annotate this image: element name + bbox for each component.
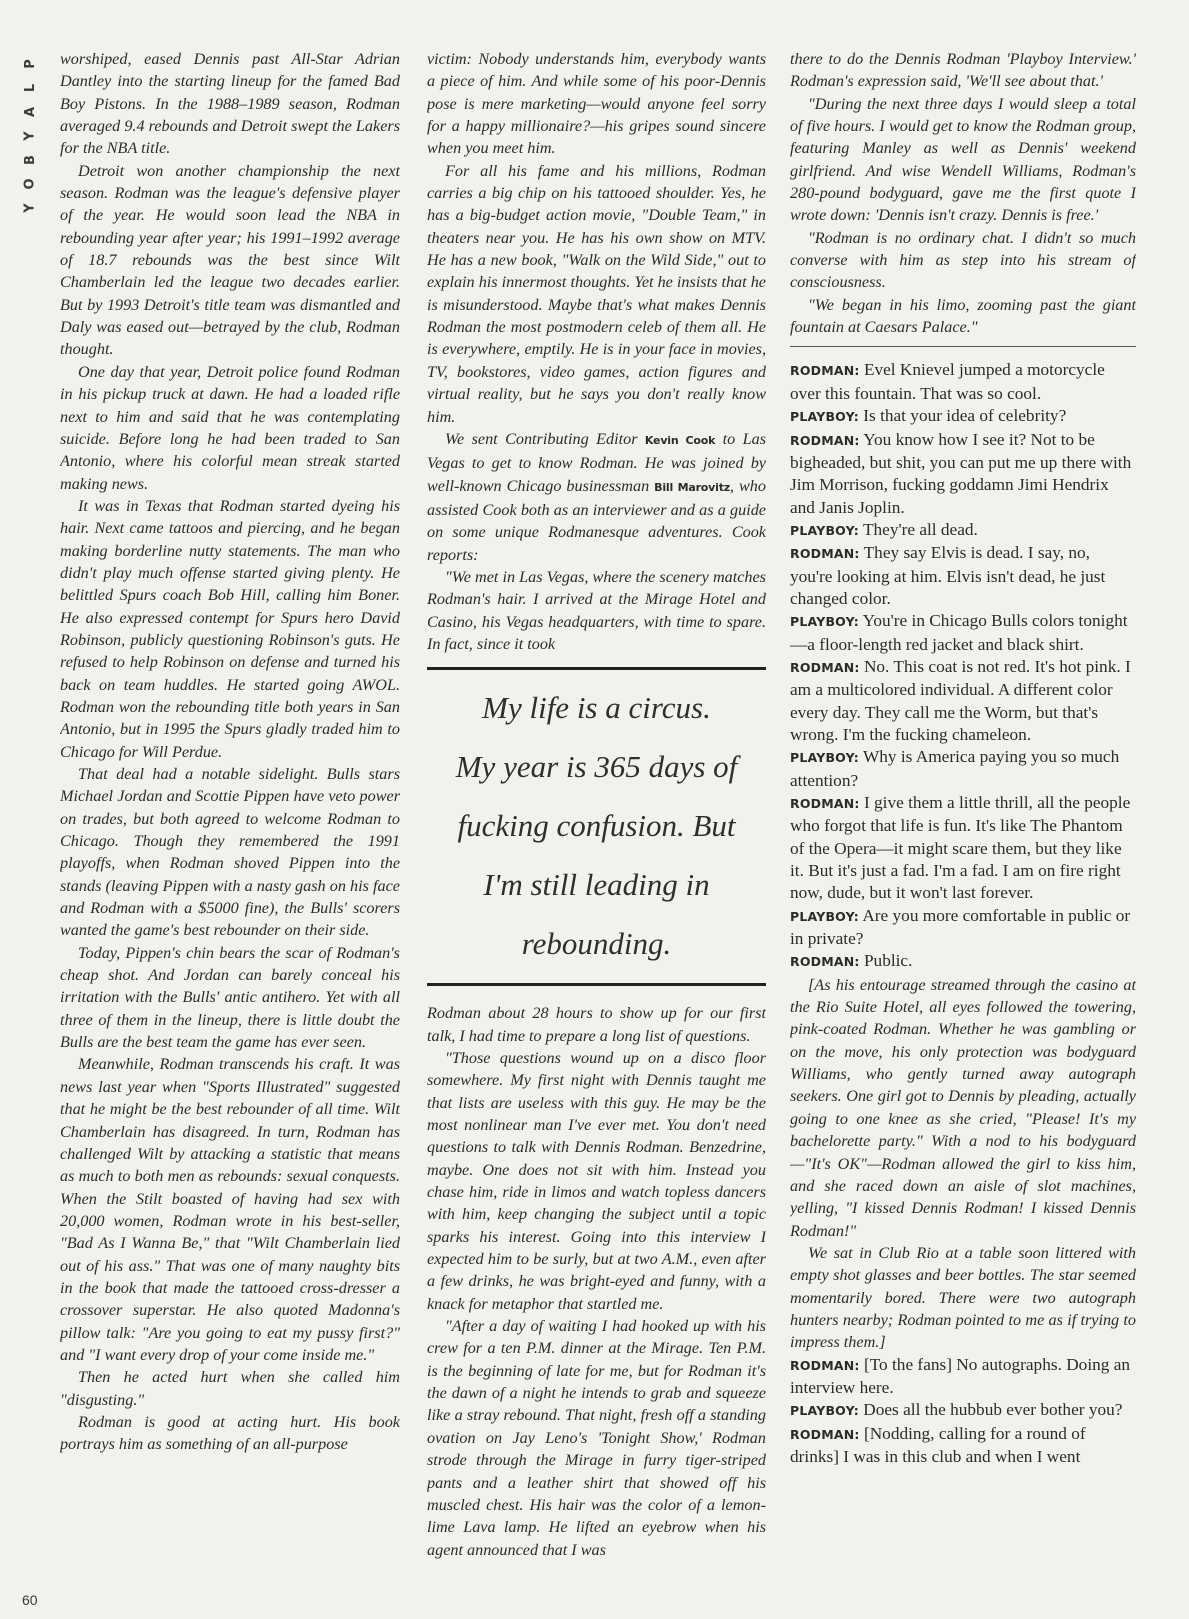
paragraph: victim: Nobody understands him, everybody wants a piece of him. And while some of his poor-Dennis pose is mere marketing—would anyone feel sorry for a happy millionaire?—his gripes sound sincere when you meet him. (427, 50, 766, 158)
qa-text: I give them a little thrill, all the people who forgot that life is fun. It's like The Phantom of the Opera—it might scare them, but they like it. But it's just a fad. I'm a fad. I am on fire right now, dude, but it won't last forever. (790, 793, 1131, 903)
page-number: 60 (22, 1592, 38, 1608)
pull-quote-line: My life is a circus. (482, 690, 711, 726)
speaker-label: RODMAN: (790, 954, 860, 970)
paragraph: For all his fame and his millions, Rodman carries a big chip on his tattooed shoulder. Yes, he has a big-budget action movie, "Double Team," in theaters near you. He has his own show on MTV. He has a new book, "Walk on the Wild Side," out to explain his innermost thoughts. Yet he insists that he is misunderstood. Maybe that's what makes Dennis Rodman the most postmodern celeb of them all. He is everywhere, emptily. He is in your face in movies, TV, bookstores, video games, action figures and virtual reality, but he says you don't really know him. (427, 161, 766, 426)
qa-line (790, 542, 1136, 610)
paragraph: It was in Texas that Rodman started dyeing his hair. Next came tattoos and piercing, and he began making borderline nutty statements. The man who didn't play much offense started giving plenty. He belittled Spurs coach Bob Hill, calling him Boner. He also expressed contempt for Spurs hero David Robinson, publicly questioning Robinson's guts. He refused to help Robinson on defense and turned his back on team huddles. He started going AWOL. Rodman won the rebounding title both years in San Antonio, but in 1995 the Spurs gladly traded him to Chicago for Will Perdue. (60, 496, 400, 761)
stage-direction: [As his entourage streamed through the casino at the Rio Suite Hotel, all eyes followed the towering, pink-coated Rodman. Whether he was gambling or on the move, his only protection was bodyguard Williams, who gently turned away autograph seekers. One girl got to Dennis by pleading, actually going to one knee as she cried, "Please! It's my bachelorette party." With a nod to his bodyguard—"It's OK"—Rodman allowed the girl to kiss him, and she raced down an aisle of slot machines, yelling, "I kissed Dennis Rodman! I kissed Dennis Rodman!" (790, 975, 1136, 1240)
interview-qa (790, 359, 1136, 1468)
paragraph: "Those questions wound up on a disco floor somewhere. My first night with Dennis taught me that lists are useless with this guy. He may be the most nonlinear man I've ever met. You don't need questions to talk with Dennis Rodman. Benzedrine, maybe. One does not sit with him. Instead you chase him, ride in limos and watch topless dancers with him, keep changing the subject until a topic sparks his interest. Going into this interview I expected him to be surly, but at two A.M., even after a few drinks, he was bright-eyed and funny, with a knack for metaphor that startled me. (427, 1048, 766, 1313)
qa-text: Does all the hubbub ever bother you? (863, 1400, 1123, 1420)
paragraph: "Rodman is no ordinary chat. I didn't so much converse with him as step into his stream of consciousness. (790, 228, 1136, 292)
qa-line (790, 950, 1136, 973)
paragraph: "We began in his limo, zooming past the giant fountain at Caesars Palace." (790, 295, 1136, 337)
masthead-letter: O (23, 178, 38, 190)
qa-line (790, 1423, 1136, 1469)
paragraph: Today, Pippen's chin bears the scar of Rodman's cheap shot. And Jordan can barely conceal his irritation with the Bulls' antic antihero. Yet with all three of them in the lineup, there is little doubt the Bulls are the best team the game has ever seen. (60, 943, 400, 1052)
masthead-letter: A (23, 106, 38, 118)
masthead-letter: Y (22, 203, 38, 213)
paragraph: "During the next three days I would sleep a total of five hours. I would get to know the Rodman group, featuring Manley as well as Dennis' weekend girlfriend. And wise Wendell Williams, Rodman's 280-pound bodyguard, gave me the first quote I wrote down: 'Dennis isn't crazy. Dennis is free.' (790, 94, 1136, 225)
qa-text: Are you more comfortable in public or in private? (790, 905, 1131, 949)
column-2 (427, 48, 766, 1608)
speaker-label: PLAYBOY: (790, 522, 859, 538)
qa-text: They say Elvis is dead. I say, no, you're looking at him. Elvis isn't dead, he just changed color. (790, 543, 1106, 608)
qa-text: They're all dead. (862, 519, 978, 539)
qa-line (790, 905, 1136, 951)
paragraph: One day that year, Detroit police found Rodman in his pickup truck at dawn. He had a loaded rifle next to him and said that he was contemplating suicide. Before long he had been traded to San Antonio, where his colorful mean streak started making news. (60, 362, 400, 493)
qa-line (790, 359, 1136, 405)
speaker-label: RODMAN: (790, 432, 860, 448)
speaker-label: PLAYBOY: (790, 908, 859, 924)
masthead-letter: Y (22, 131, 38, 141)
speaker-label: RODMAN: (790, 546, 860, 562)
qa-text: You're in Chicago Bulls colors tonight—a floor-length red jacket and black shirt. (790, 611, 1128, 654)
paragraph: "After a day of waiting I had hooked up with his crew for a ten P.M. dinner at the Mirage. Ten P.M. is the beginning of late for me, but for Rodman it's the dawn of a night he intends to grab and squeeze like a stray rebound. That night, fresh off a standing ovation on Jay Leno's 'Tonight Show,' Rodman strode through the Mirage in furry tiger-striped pants and a leather shirt that showed off his muscled chest. His hair was the color of a lemon-lime Lava lamp. He lifted an eyebrow when his agent announced that I was (427, 1317, 766, 1559)
masthead-letter: B (22, 155, 38, 165)
speaker-label: RODMAN: (790, 1357, 860, 1373)
editor-name: Kevin Cook (644, 433, 716, 447)
qa-text: Is that your idea of celebrity? (863, 406, 1067, 426)
qa-line (790, 519, 1136, 542)
qa-line (790, 792, 1136, 905)
paragraph: Then he acted hurt when she called him "disgusting." (60, 1368, 400, 1409)
speaker-label: RODMAN: (790, 659, 860, 675)
qa-line (790, 610, 1136, 656)
qa-text: [Nodding, calling for a round of drinks] I was in this club and when I went (790, 1423, 1086, 1466)
speaker-label: PLAYBOY: (790, 614, 859, 630)
qa-line (790, 405, 1136, 428)
speaker-label: RODMAN: (790, 1426, 860, 1442)
speaker-label: RODMAN: (790, 796, 860, 811)
qa-line (790, 656, 1136, 746)
qa-text: No. This coat is not red. It's hot pink. I am a multicolored individual. A different color every day. They call me the Worm, but that's wrong. I'm the fucking chameleon. (790, 656, 1131, 744)
column-3 (790, 48, 1136, 1608)
speaker-label: PLAYBOY: (790, 1403, 859, 1419)
paragraph: Meanwhile, Rodman transcends his craft. It was news last year when "Sports Illustrated" suggested that he might be the best rebounder of all time. Wilt Chamberlain has disagreed. In turn, Rodman has challenged Wilt by attacking a statistic that means as much to both men as rebounds: sexual conquests. When the Stilt boasted of having had sex with 20,000 women, Rodman wrote in his best-seller, "Bad As I Wanna Be," that "Wilt Chamberlain lied out of his ass." That was one of many naughty bits in the book that made the tattooed cross-dresser a crossover superstar. He also quoted Madonna's pillow talk: "Are you going to eat my pussy first?" and "I want every drop of your come inside me." (60, 1055, 400, 1364)
speaker-label: PLAYBOY: (790, 750, 859, 766)
paragraph: there to do the Dennis Rodman 'Playboy Interview.' Rodman's expression said, 'We'll see about that.' (790, 50, 1136, 91)
paragraph: "We met in Las Vegas, where the scenery matches Rodman's hair. I arrived at the Mirage Hotel and Casino, his Vegas headquarters, with time to spare. In fact, since it took (427, 567, 766, 653)
masthead-letter: P (23, 59, 38, 69)
businessman-name: Bill Marovitz (654, 480, 730, 494)
qa-text: Evel Knievel jumped a motorcycle over this fountain. That was so cool. (790, 360, 1105, 403)
paragraph: Rodman about 28 hours to show up for our first talk, I had time to prepare a long list of questions. (427, 1004, 766, 1045)
paragraph: Rodman is good at acting hurt. His book portrays him as something of an all-purpose (60, 1412, 400, 1454)
masthead-vertical (24, 52, 38, 220)
pull-quote-line: I'm still leading in (483, 867, 710, 903)
column-1 (60, 48, 400, 1608)
qa-text: [To the fans] No autographs. Doing an interview here. (790, 1354, 1131, 1397)
qa-text: You know how I see it? Not to be bigheaded, but shit, you can put me up there with Jim Morrison, fucking goddamn Jimi Hendrix and Janis Joplin. (790, 429, 1132, 517)
pull-quote-line: fucking confusion. But (457, 808, 736, 844)
section-rule (790, 346, 1136, 347)
paragraph: worshiped, eased Dennis past All-Star Adrian Dantley into the starting lineup for the famed Bad Boy Pistons. In the 1988–1989 season, Rodman averaged 9.4 rebounds and Detroit swept the Lakers for the NBA title. (60, 50, 400, 158)
paragraph: That deal had a notable sidelight. Bulls stars Michael Jordan and Scottie Pippen have veto power on trades, but both agreed to welcome Rodman to Chicago. Though they remembered the 1991 playoffs, when Rodman shoved Pippen into the stands (leaving Pippen with a nasty gash on his face and Rodman with a $5000 fine), the Bulls' scorers wanted the game's best rebounder on their side. (60, 765, 400, 940)
qa-line (790, 1354, 1136, 1400)
qa-text: Why is America paying you so much attention? (790, 747, 1120, 790)
qa-text: Public. (863, 951, 913, 971)
qa-line (790, 746, 1136, 792)
pull-quote-line: rebounding. (521, 926, 672, 962)
qa-line (790, 429, 1136, 519)
qa-line (790, 1399, 1136, 1422)
intro-text (790, 48, 1136, 338)
speaker-label: PLAYBOY: (790, 409, 859, 425)
pull-quote-line: My year is 365 days of (455, 749, 738, 785)
editor-note: We sent Contributing Editor Kevin Cook to Las Vegas to get to know Rodman. He was joined by well-known Chicago businessman Bill Marovitz, who assisted Cook both as an interviewer and as a guide on some unique Rodmanesque adventures. Cook reports: (427, 429, 766, 564)
paragraph: Detroit won another championship the next season. Rodman was the league's defensive player of the year. He would soon lead the NBA in rebounding year after year; his 1991–1992 average of 18.7 rebounds was the best since Wilt Chamberlain led the league two decades earlier. But by 1993 Detroit's title team was dismantled and Daly was eased out—betrayed by the club, Rodman thought. (60, 161, 400, 359)
pull-quote (427, 667, 766, 986)
masthead-letter: L (22, 83, 38, 93)
speaker-label: RODMAN: (790, 363, 860, 379)
stage-direction: We sat in Club Rio at a table soon littered with empty shot glasses and beer bottles. The star seemed momentarily bored. There were two autograph hunters nearby; Rodman pointed to me as if trying to impress them.] (790, 1243, 1136, 1352)
